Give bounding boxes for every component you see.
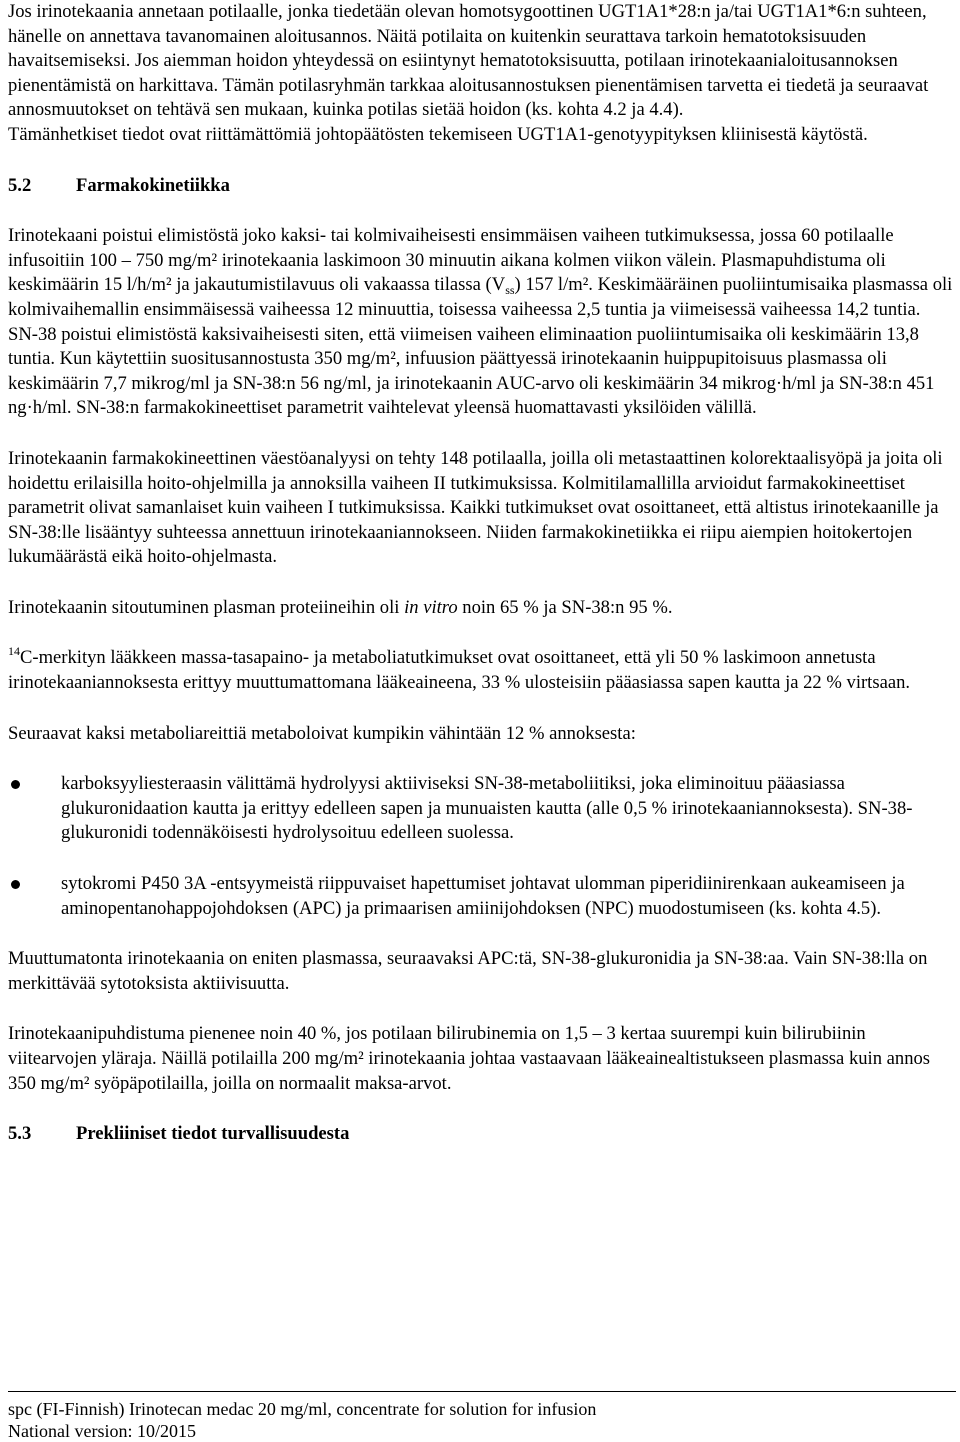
document-page: [8, 0, 954, 1147]
paragraph-genotyping: Tämänhetkiset tiedot ovat riittämättömiä johtopäätösten tekemiseen UGT1A1-genotyypityksen kliinisestä käytöstä.: [8, 123, 868, 145]
bullet-dot-icon: [11, 780, 20, 789]
paragraph-mass-balance: $^{14}$C-merkityn lääkkeen massa-tasapaino- ja metaboliatutkimukset ovat osoittaneet, että yli 50 % laskimoon annetusta irinotekaaniannoksesta erittyy muuttumattomana lääkeaineena, 33 % ulosteisiin pääasiassa sapen kautta ja 22 % virtsaan.: [8, 644, 911, 694]
section-heading-5-2: [8, 174, 954, 199]
section-title: Farmakokinetiikka: [76, 174, 230, 196]
section-number: 5.3: [8, 1123, 32, 1145]
paragraph-elimination: Irinotekaani poistui elimistöstä joko kaksi- tai kolmivaiheisesti ensimmäisen vaiheen tutkimuksessa, jossa 60 potilaalle infusoitiin 100 – 750 mg/m² irinotekaania laskimoon 30 minuutin aikana kolmen viikon välein. Plasmapuhdistuma oli keskimäärin 15 l/h/m² ja jakautumistilavuus oli vakaassa tilassa $(V_{ss})$ 157 l/m². Keskimääräinen puoliintumisaika plasmassa oli kolmivaihemallin ensimmäisessä vaiheessa 12 minuuttia, toisessa vaiheessa 2,5 tuntia ja viimeisessä vaiheessa 14,2 tuntia. SN-38 poistui elimistöstä kaksivaiheisesti siten, että viimeisen vaiheen eliminaation puoliintumisaika oli keskimäärin 13,8 tuntia. Kun käytettiin suositusannostusta 350 mg/m², infuusion päättyessä irinotekaanin huippupitoisuus plasmassa oli keskimäärin 7,7 mikrog/ml ja SN-38:n 56 ng/ml, ja irinotekaanin AUC-arvo oli keskimäärin 34 mikrog·h/ml ja SN-38:n 451 ng·h/ml. SN-38:n farmakokineettiset parametrit vaihtelevat yleensä huomattavasti yksilöiden välillä.: [8, 225, 953, 419]
list-item: karboksyyliesteraasin välittämä hydrolyysi aktiiviseksi SN-38-metaboliitiksi, joka eliminoituu pääasiassa glukuronidaation kautta ja erittyy edelleen sapen ja munuaisten kautta (alle 0,5 % irinotekaaniannoksesta). SN-38-glukuronidi todennäköisesti hydrolysoituu edelleen suolessa.: [8, 772, 954, 846]
pathway-list: [8, 772, 954, 921]
paragraph-protein-binding: Irinotekaanin sitoutuminen plasman proteiineihin oli in vitro noin 65 % ja SN-38:n 95 %.: [8, 596, 673, 618]
paragraph-ugt1a1-dose: Jos irinotekaania annetaan potilaalle, jonka tiedetään olevan homotsygoottinen UGT1A1*28:n ja/tai UGT1A1*6:n suhteen, hänelle on annettava tavanomainen aloitusannos. Näitä potilaita on kuitenkin seurattava tarkoin hematotoksisuuden havaitsemiseksi. Jos aiemman hoidon yhteydessä on esiintynyt hematotoksisuutta, potilaan irinotekaanialoitusannoksen pienentämistä on harkittava. Tämän potilasryhmän tarkkaa aloitusannostuksen pienentämisen tarvetta ei tiedetä ja seuraavat annosmuutokset on tehtävä sen mukaan, kuinka potilas sietää hoidon (ks. kohta 4.2 ja 4.4).: [8, 1, 929, 121]
page-footer: [8, 1391, 956, 1442]
footer-product-line: spc (FI-Finnish) Irinotecan medac 20 mg/ml, concentrate for solution for infusion: [8, 1399, 597, 1419]
paragraph-metabolic-pathways: Seuraavat kaksi metaboliareittiä metaboloivat kumpikin vähintään 12 % annoksesta:: [8, 722, 636, 744]
bullet-dot-icon: [11, 880, 20, 889]
footer-version-line: National version: 10/2015: [8, 1421, 196, 1441]
italic-in-vitro: in vitro: [404, 596, 458, 618]
paragraph-clearance-bilirubin: Irinotekaanipuhdistuma pienenee noin 40 %, jos potilaan bilirubinemia on 1,5 – 3 kertaa suurempi kuin bilirubiinin viitearvojen yläraja. Näillä potilailla 200 mg/m² irinotekaania johtaa vastaavaan lääkeainealtistukseen plasmassa kuin annos 350 mg/m² syöpäpotilailla, joilla on normaalit maksa-arvot.: [8, 1023, 931, 1094]
subscript-ss: ss: [505, 283, 515, 298]
paragraph-population-analysis: Irinotekaanin farmakokineettinen väestöanalyysi on tehty 148 potilaalla, joilla oli metastaattinen kolorektaalisyöpä ja joita oli hoidettu erilaisilla hoito-ohjelmilla ja annoksilla vaiheen II tutkimuksissa. Kolmitilamallilla arvioidut farmakokineettiset parametrit olivat samanlaiset kuin vaiheen I tutkimuksissa. Kaikki tutkimukset ovat osoittaneet, että altistus irinotekaanille ja SN-38:lle lisääntyy suhteessa annettuun irinotekaaniannokseen. Niiden farmakokinetiikka ei riipu aiempien hoitokertojen lukumäärästä eikä hoito-ohjelmasta.: [8, 447, 943, 568]
superscript-14: 14: [8, 644, 20, 659]
section-title: Prekliiniset tiedot turvallisuudesta: [76, 1123, 350, 1145]
paragraph-plasma-components: Muuttumatonta irinotekaania on eniten plasmassa, seuraavaksi APC:tä, SN-38-glukuronidia ja SN-38:aa. Vain SN-38:lla on merkittävää sytotoksista aktiivisuutta.: [8, 948, 928, 994]
section-number: 5.2: [8, 174, 32, 196]
section-heading-5-3: [8, 1122, 954, 1147]
list-item: sytokromi P450 3A -entsyymeistä riippuvaiset hapettumiset johtavat ulomman piperidiinirenkaan aukeamiseen ja aminopentanohappojohdoksen (APC) ja primaarisen amiinijohdoksen (NPC) muodostumiseen (ks. kohta 4.5).: [8, 872, 954, 921]
